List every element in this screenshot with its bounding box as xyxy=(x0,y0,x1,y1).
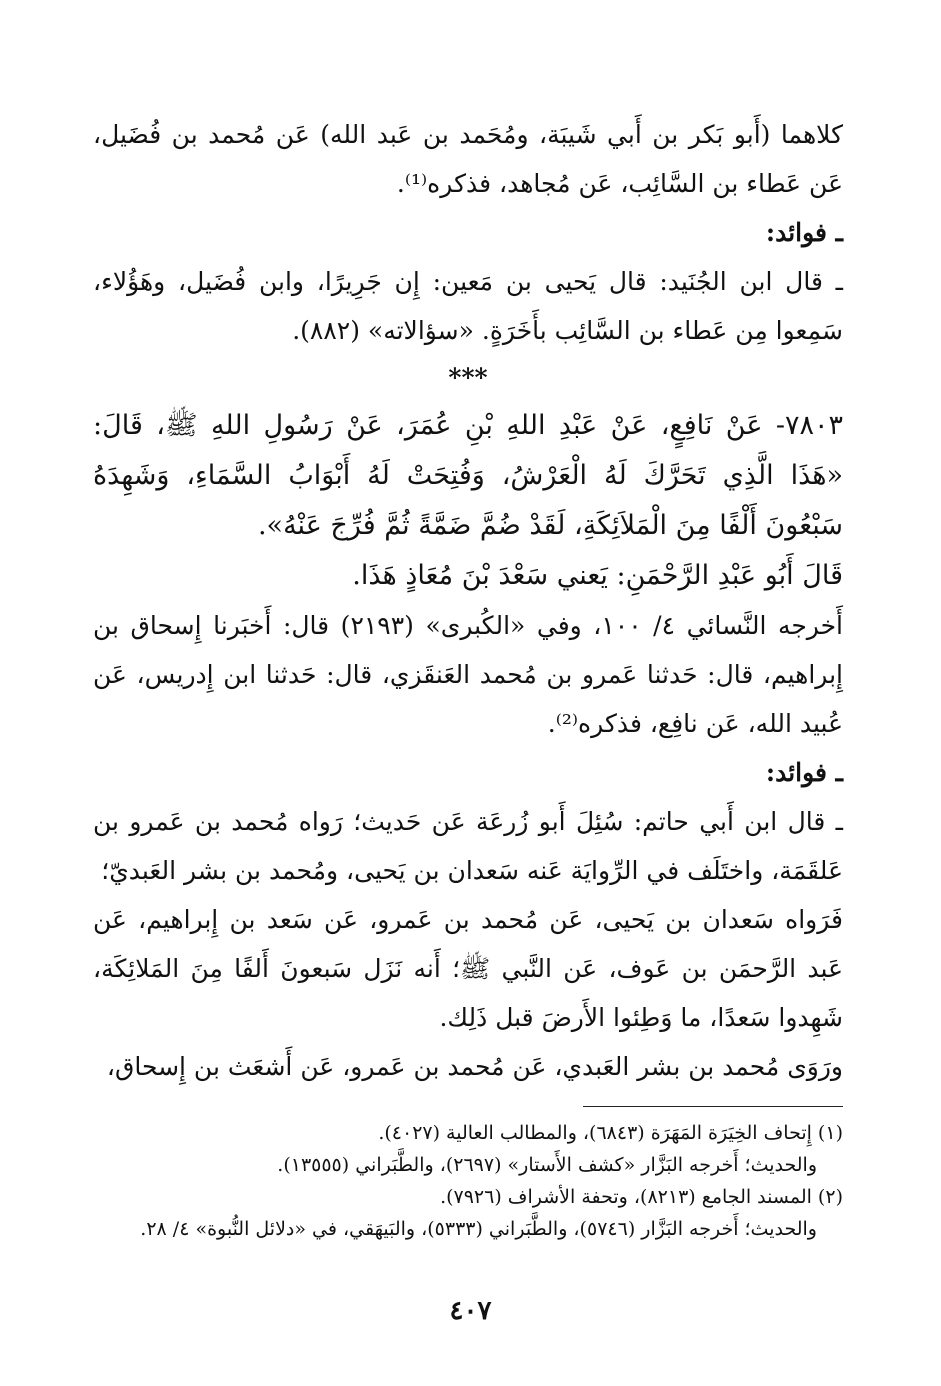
paragraph-ibn-junaid: ـ قال ابن الجُنَيد: قال يَحيى بن مَعين: إِن جَرِيرًا، وابن فُضَيل، وهَؤُلاء، سَمِعوا مِن عَطاء بن السَّائِب بأَخَرَةٍ. «سؤالاته» (٨٨٢). xyxy=(93,267,843,345)
paragraph-saadan: فَرَواه سَعدان بن يَحيى، عَن مُحمد بن عَمرو، عَن سَعد بن إِبراهيم، عَن عَبد الرَّحمَن بن عَوف، عَن النَّبي ﷺ؛ أَنه نَزَل سَبعونَ أَلفًا مِنَ المَلائِكَة، شَهِدوا سَعدًا، ما وَطِئوا الأَرضَ قبل ذَلِك. xyxy=(93,905,843,1032)
paragraph-isnad-1: كلاهما (أَبو بَكر بن أَبي شَيبَة، ومُحَمد بن عَبد الله) عَن مُحمد بن فُضَيل، عَن عَطاء بن السَّائِب، عَن مُجاهد، فذكره⁽¹⁾. xyxy=(93,120,843,198)
hadith-comment: قَالَ أَبُو عَبْدِ الرَّحْمَنِ: يَعني سَعْدَ بْنَ مُعَاذٍ هَذَا. xyxy=(352,560,843,591)
footnotes xyxy=(93,1106,843,1245)
hadith-7803: ٧٨٠٣- عَنْ نَافِعٍ، عَنْ عَبْدِ اللهِ بْنِ عُمَرَ، عَنْ رَسُولِ اللهِ ﷺ، قَالَ: «هَذَا الَّذِي تَحَرَّكَ لَهُ الْعَرْشُ، وَفُتِحَتْ لَهُ أَبْوَابُ السَّمَاءِ، وَشَهِدَهُ سَبْعُونَ أَلْفًا مِنَ الْمَلاَئِكَةِ، لَقَدْ ضُمَّ ضَمَّةً ثُمَّ فُرِّجَ عَنْهُ». xyxy=(93,410,843,541)
paragraph-muhammad-bishr: ورَوَى مُحمد بن بشر العَبدي، عَن مُحمد بن عَمرو، عَن أَشعَث بن إِسحاق، xyxy=(106,1052,843,1081)
section-separator: *** xyxy=(448,363,488,392)
footnote-1-continuation: والحديث؛ أَخرجه البَزَّار «كشف الأَستار» (٢٦٩٧)، والطَّبَراني (١٣٥٥٥). xyxy=(277,1154,817,1176)
footnote-2: (٢) المسند الجامع (٨٢١٣)، وتحفة الأشراف (٧٩٢٦). xyxy=(440,1186,843,1208)
footnote-2-continuation: والحديث؛ أَخرجه البَزَّار (٥٧٤٦)، والطَّبَراني (٥٣٣٣)، والبَيهَقي، في «دلائل النُّبوة» ٤/ ٢٨. xyxy=(140,1218,817,1240)
footnote-1: (١) إِتحاف الخِيَرَة المَهَرَة (٦٨٤٣)، والمطالب العالية (٤٠٢٧). xyxy=(378,1122,843,1144)
paragraph-takhrij: أَخرجه النَّسائي ٤/ ١٠٠، وفي «الكُبرى» (٢١٩٣) قال: أَخبَرنا إِسحاق بن إِبراهيم، قال: حَدثنا عَمرو بن مُحمد العَنقَزي، قال: حَدثنا ابن إِدريس، عَن عُبيد الله، عَن نافِع، فذكره⁽²⁾. xyxy=(93,611,844,738)
page-number: ٤٠٧ xyxy=(449,1296,492,1326)
main-text xyxy=(93,110,843,1091)
paragraph-ibn-abi-hatim: ـ قال ابن أَبي حاتم: سُئِلَ أَبو زُرعَة عَن حَديث؛ رَواه مُحمد بن عَمرو بن عَلقَمَة، واختَلَف في الرِّوايَة عَنه سَعدان بن يَحيى، ومُحمد بن بشر العَبديّ؛ xyxy=(93,807,843,885)
footnote-divider xyxy=(583,1106,843,1107)
benefits-heading-2: ـ فوائد: xyxy=(765,758,843,787)
benefits-heading-1: ـ فوائد: xyxy=(765,218,843,247)
